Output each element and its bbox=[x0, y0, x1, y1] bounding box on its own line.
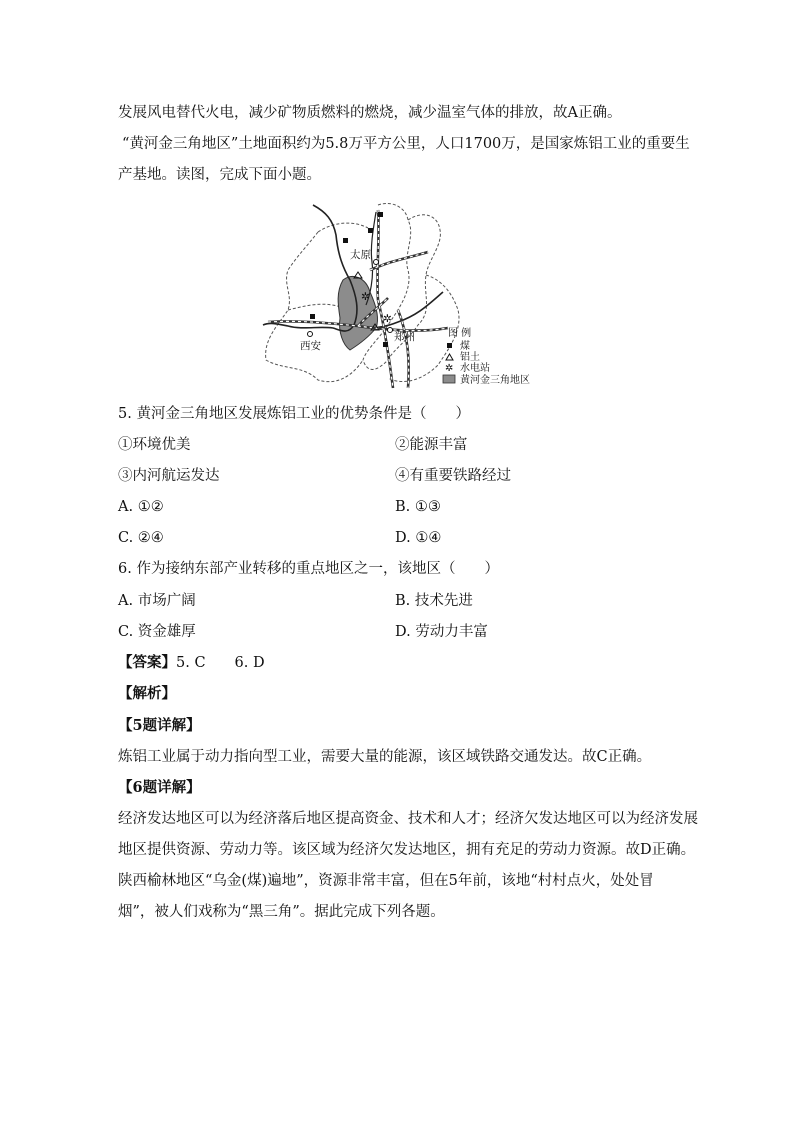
q5-item-2: ②能源丰富 bbox=[395, 437, 468, 453]
q6-option-c: C. 资金雄厚 bbox=[118, 624, 196, 640]
question-6-stem: 6. 作为接纳东部产业转移的重点地区之一，该地区（ ） bbox=[118, 561, 499, 577]
zhengzhou-dot bbox=[388, 328, 393, 333]
q5-option-a: A. ①② bbox=[118, 499, 164, 515]
q5-detail-text: 炼铝工业属于动力指向型工业，需要大量的能源，该区域铁路交通发达。故C正确。 bbox=[118, 749, 652, 765]
answer-text: 5. C 6. D bbox=[176, 655, 265, 671]
coal-icon bbox=[383, 342, 388, 347]
next-material-line-1: 陕西榆林地区“乌金(煤)遍地”，资源非常丰富，但在5年前，该地“村村点火，处处冒 bbox=[118, 873, 654, 889]
q6-option-b: B. 技术先进 bbox=[395, 593, 473, 609]
coal-icon bbox=[378, 212, 383, 217]
city-label-taiyuan: 太原 bbox=[350, 249, 371, 261]
legend-coal-icon bbox=[447, 343, 452, 348]
q5-option-b: B. ①③ bbox=[395, 499, 441, 515]
q5-item-4: ④有重要铁路经过 bbox=[395, 468, 511, 484]
legend-hydro-icon: ✲ bbox=[445, 363, 454, 374]
taiyuan-dot bbox=[374, 260, 379, 265]
answer-label: 【答案】 bbox=[118, 654, 176, 671]
city-label-zhengzhou: 郑州 bbox=[394, 331, 415, 343]
legend-bauxite-icon bbox=[446, 354, 453, 360]
legend-bauxite: 铝土 bbox=[460, 352, 480, 363]
coal-icon bbox=[368, 228, 373, 233]
analysis-label: 【解析】 bbox=[118, 685, 176, 702]
xian-dot bbox=[308, 332, 313, 337]
q5-item-1: ①环境优美 bbox=[118, 437, 191, 453]
hydro-station-icon: ✲ bbox=[383, 313, 392, 325]
q6-detail-line-2: 地区提供资源、劳动力等。该区域为经济欠发达地区，拥有充足的劳动力资源。故D正确。 bbox=[118, 842, 696, 858]
q6-option-d: D. 劳动力丰富 bbox=[395, 624, 488, 640]
coal-icon bbox=[343, 238, 348, 243]
coal-icon bbox=[310, 314, 315, 319]
q6-detail-label: 【6题详解】 bbox=[118, 779, 201, 796]
q6-option-a: A. 市场广阔 bbox=[118, 593, 196, 609]
map-legend bbox=[443, 326, 530, 386]
hydro-station-icon: ✲ bbox=[361, 291, 370, 303]
legend-region-icon bbox=[443, 375, 455, 383]
question-5-stem: 5. 黄河金三角地区发展炼铝工业的优势条件是（ ） bbox=[118, 406, 470, 422]
q5-option-c: C. ②④ bbox=[118, 530, 164, 546]
answer-line bbox=[118, 653, 265, 673]
legend-hydro: 水电站 bbox=[460, 363, 490, 374]
q5-item-3: ③内河航运发达 bbox=[118, 468, 220, 484]
next-material-line-2: 烟”，被人们戏称为“黑三角”。据此完成下列各题。 bbox=[118, 904, 445, 920]
legend-coal: 煤 bbox=[460, 341, 470, 352]
intro-line: 发展风电替代火电，减少矿物质燃料的燃烧，减少温室气体的排放，故A正确。 bbox=[118, 105, 622, 121]
material-line-1: “黄河金三角地区”土地面积约为5.8万平方公里，人口1700万，是国家炼铝工业的重要生 bbox=[122, 136, 690, 152]
q5-detail-label: 【5题详解】 bbox=[118, 717, 201, 734]
city-label-xian: 西安 bbox=[300, 340, 321, 352]
legend-title: 图 例 bbox=[448, 328, 472, 339]
legend-region: 黄河金三角地区 bbox=[460, 375, 530, 386]
material-line-2: 产基地。读图，完成下面小题。 bbox=[118, 167, 321, 183]
q5-option-d: D. ①④ bbox=[395, 530, 442, 546]
q6-detail-line-1: 经济发达地区可以为经济落后地区提高资金、技术和人才；经济欠发达地区可以为经济发展 bbox=[118, 811, 698, 827]
yellow-river-golden-triangle-map bbox=[258, 200, 543, 392]
